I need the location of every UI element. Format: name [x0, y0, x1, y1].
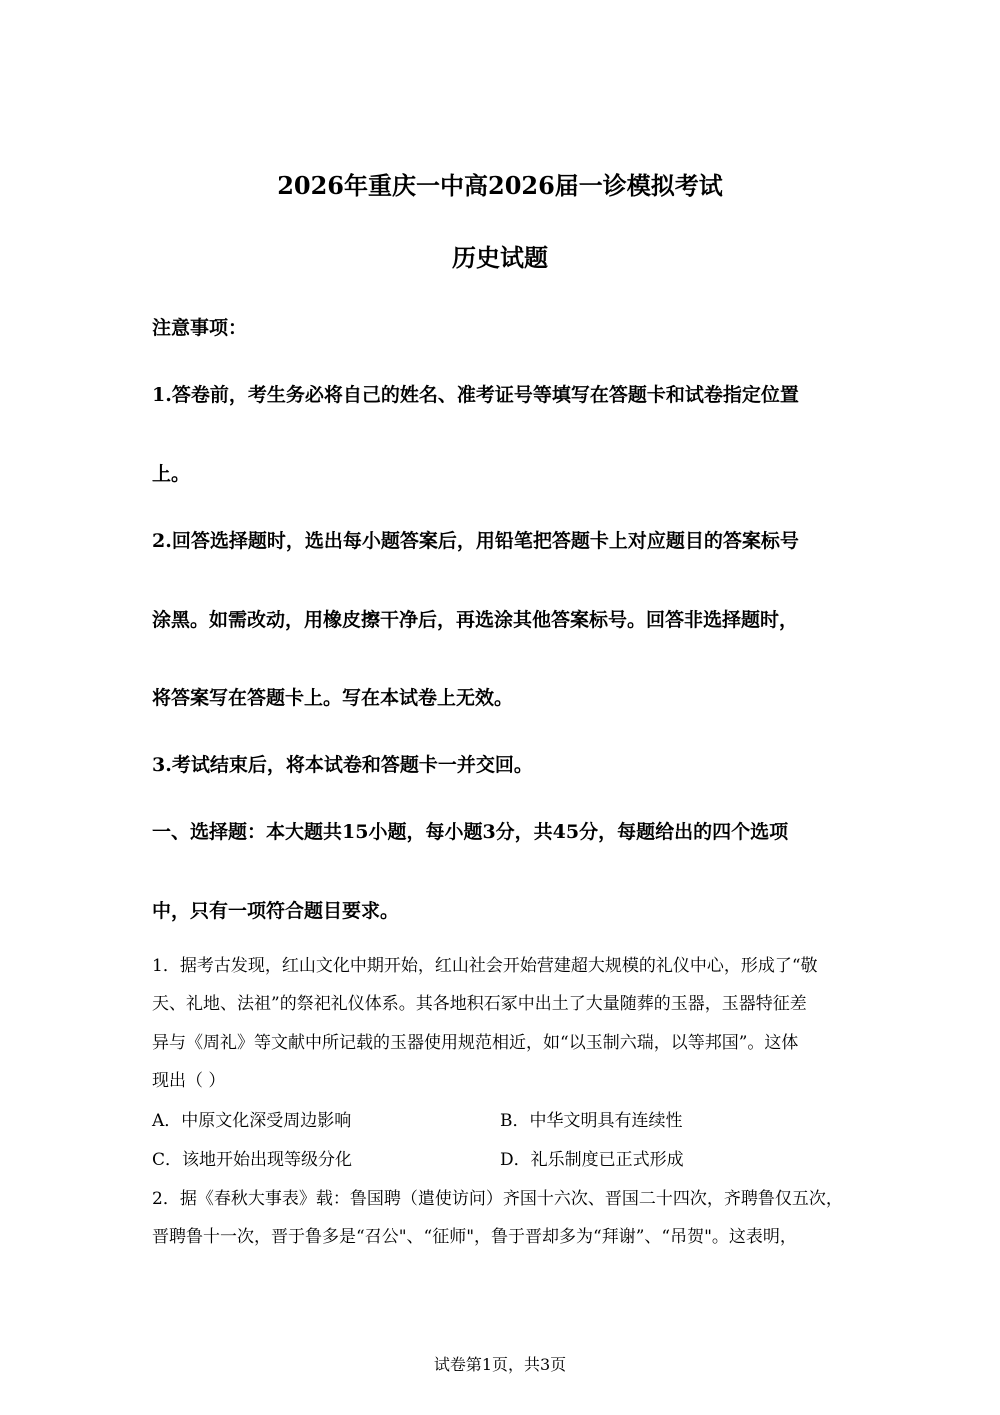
question-1-option-c: C．该地开始出现等级分化 — [152, 1150, 353, 1170]
notice-line: 2.回答选择题时，选出每小题答案后，用铅笔把答题卡上对应题目的答案标号 — [152, 530, 799, 552]
notice-line: 涂黑。如需改动，用橡皮擦干净后，再选涂其他答案标号。回答非选择题时， — [152, 609, 799, 631]
question-2-text: 2．据《春秋大事表》载：鲁国聘（遣使访问）齐国十六次、晋国二十四次，齐聘鲁仅五次， — [152, 1189, 843, 1209]
question-1-text: 1．据考古发现，红山文化中期开始，红山社会开始营建超大规模的礼仪中心，形成了“敬 — [152, 956, 818, 976]
question-1-option-d: D．礼乐制度已正式形成 — [500, 1150, 684, 1170]
section-heading: 中，只有一项符合题目要求。 — [152, 900, 400, 922]
section-heading: 一、选择题：本大题共15小题，每小题3分，共45分，每题给出的四个选项 — [152, 821, 789, 843]
question-1-text: 现出（ ） — [152, 1071, 226, 1091]
notice-heading: 注意事项： — [152, 317, 248, 339]
question-1-option-b: B．中华文明具有连续性 — [500, 1111, 683, 1131]
question-1-text: 天、礼地、法祖”的祭祀礼仪体系。其各地积石冢中出土了大量随葬的玉器，玉器特征差 — [152, 994, 807, 1014]
notice-line: 1.答卷前，考生务必将自己的姓名、准考证号等填写在答题卡和试卷指定位置 — [152, 384, 799, 406]
question-2-text: 晋聘鲁十一次，晋于鲁多是“召公"、“征师"，鲁于晋却多为“拜谢”、“吊贺"。这表明， — [152, 1227, 797, 1247]
exam-title: 2026年重庆一中高2026届一诊模拟考试 — [277, 171, 723, 200]
exam-subtitle: 历史试题 — [452, 243, 548, 272]
notice-line: 将答案写在答题卡上。写在本试卷上无效。 — [152, 687, 514, 709]
question-1-text: 异与《周礼》等文献中所记载的玉器使用规范相近，如“以玉制六瑞，以等邦国”。这体 — [152, 1033, 799, 1053]
notice-line: 3.考试结束后，将本试卷和答题卡一并交回。 — [152, 754, 533, 776]
question-1-option-a: A．中原文化深受周边影响 — [152, 1111, 352, 1131]
notice-line: 上。 — [152, 463, 191, 485]
page-footer: 试卷第1页，共3页 — [433, 1355, 567, 1374]
